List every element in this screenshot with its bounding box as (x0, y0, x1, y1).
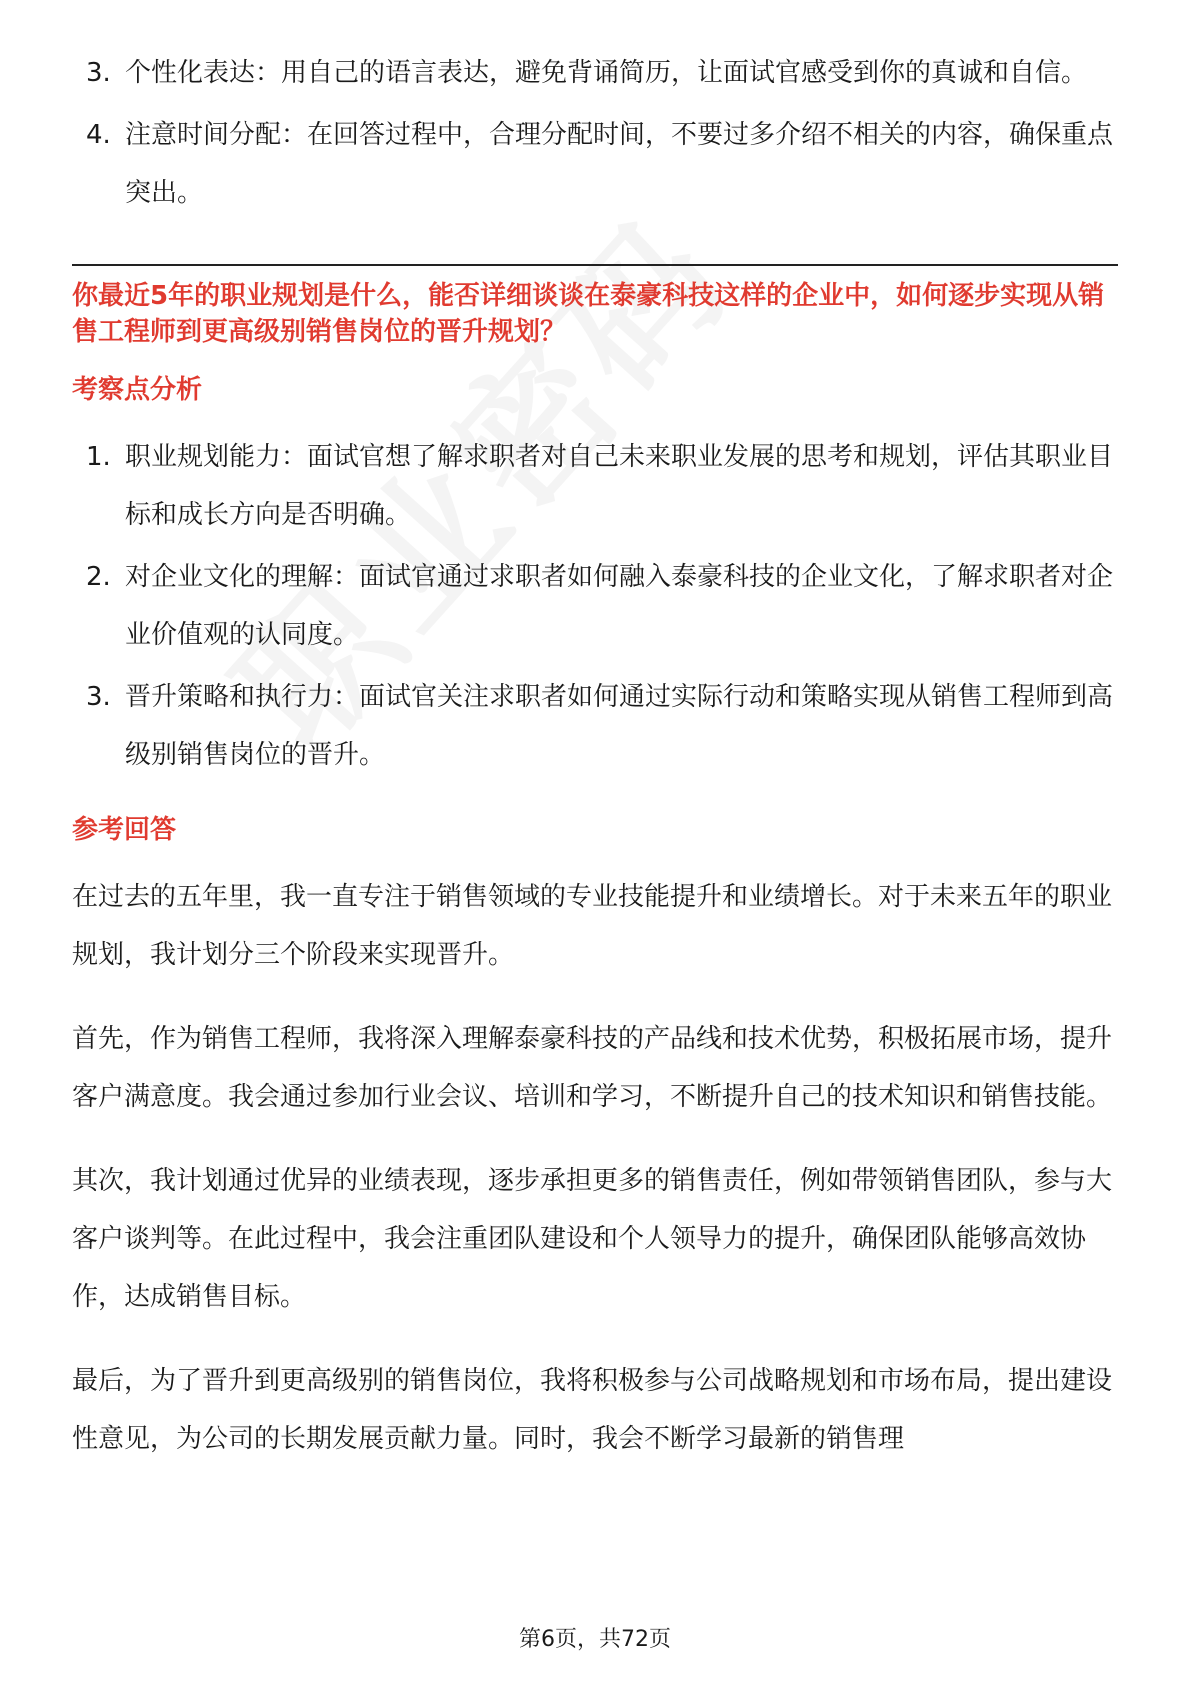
analysis-heading: 考察点分析 (72, 375, 203, 405)
list-item (72, 428, 1118, 544)
list-item-number: 1. (86, 442, 111, 472)
answer-paragraph: 在过去的五年里，我一直专注于销售领域的专业技能提升和业绩增长。对于未来五年的职业规划，我计划分三个阶段来实现晋升。 (72, 882, 1113, 970)
list-item-number: 4. (86, 120, 111, 150)
answer-heading: 参考回答 (72, 815, 177, 845)
page-footer: 第6页，共72页 (519, 1627, 671, 1652)
list-item-number: 3. (86, 682, 111, 712)
list-item-number: 3. (86, 58, 111, 88)
answer-paragraph: 其次，我计划通过优异的业绩表现，逐步承担更多的销售责任，例如带领销售团队，参与大客户谈判等。在此过程中，我会注重团队建设和个人领导力的提升，确保团队能够高效协作，达成销售目标。 (72, 1166, 1113, 1312)
list-item-number: 2. (86, 562, 111, 592)
list-item-text: 晋升策略和执行力：面试官关注求职者如何通过实际行动和策略实现从销售工程师到高级别销售岗位的晋升。 (125, 682, 1114, 770)
divider (72, 264, 1118, 266)
answer-paragraph: 首先，作为销售工程师，我将深入理解泰豪科技的产品线和技术优势，积极拓展市场，提升客户满意度。我会通过参加行业会议、培训和学习，不断提升自己的技术知识和销售技能。 (72, 1024, 1113, 1112)
page-content (72, 44, 1118, 1494)
list-item-text: 对企业文化的理解：面试官通过求职者如何融入泰豪科技的企业文化，了解求职者对企业价值观的认同度。 (125, 562, 1114, 650)
list-item (72, 668, 1118, 784)
list-item (72, 106, 1118, 222)
answer-paragraph: 最后，为了晋升到更高级别的销售岗位，我将积极参与公司战略规划和市场布局，提出建设性意见，为公司的长期发展贡献力量。同时，我会不断学习最新的销售理 (72, 1366, 1113, 1454)
top-list (72, 44, 1118, 222)
list-item (72, 548, 1118, 664)
question-heading: 你最近5年的职业规划是什么，能否详细谈谈在泰豪科技这样的企业中，如何逐步实现从销售工程师到更高级别销售岗位的晋升规划？ (72, 281, 1105, 347)
list-item (72, 44, 1118, 102)
list-item-text: 个性化表达：用自己的语言表达，避免背诵简历，让面试官感受到你的真诚和自信。 (125, 58, 1088, 88)
list-item-text: 注意时间分配：在回答过程中，合理分配时间，不要过多介绍不相关的内容，确保重点突出。 (125, 120, 1114, 208)
list-item-text: 职业规划能力：面试官想了解求职者对自己未来职业发展的思考和规划，评估其职业目标和成长方向是否明确。 (125, 442, 1114, 530)
analysis-list (72, 428, 1118, 784)
